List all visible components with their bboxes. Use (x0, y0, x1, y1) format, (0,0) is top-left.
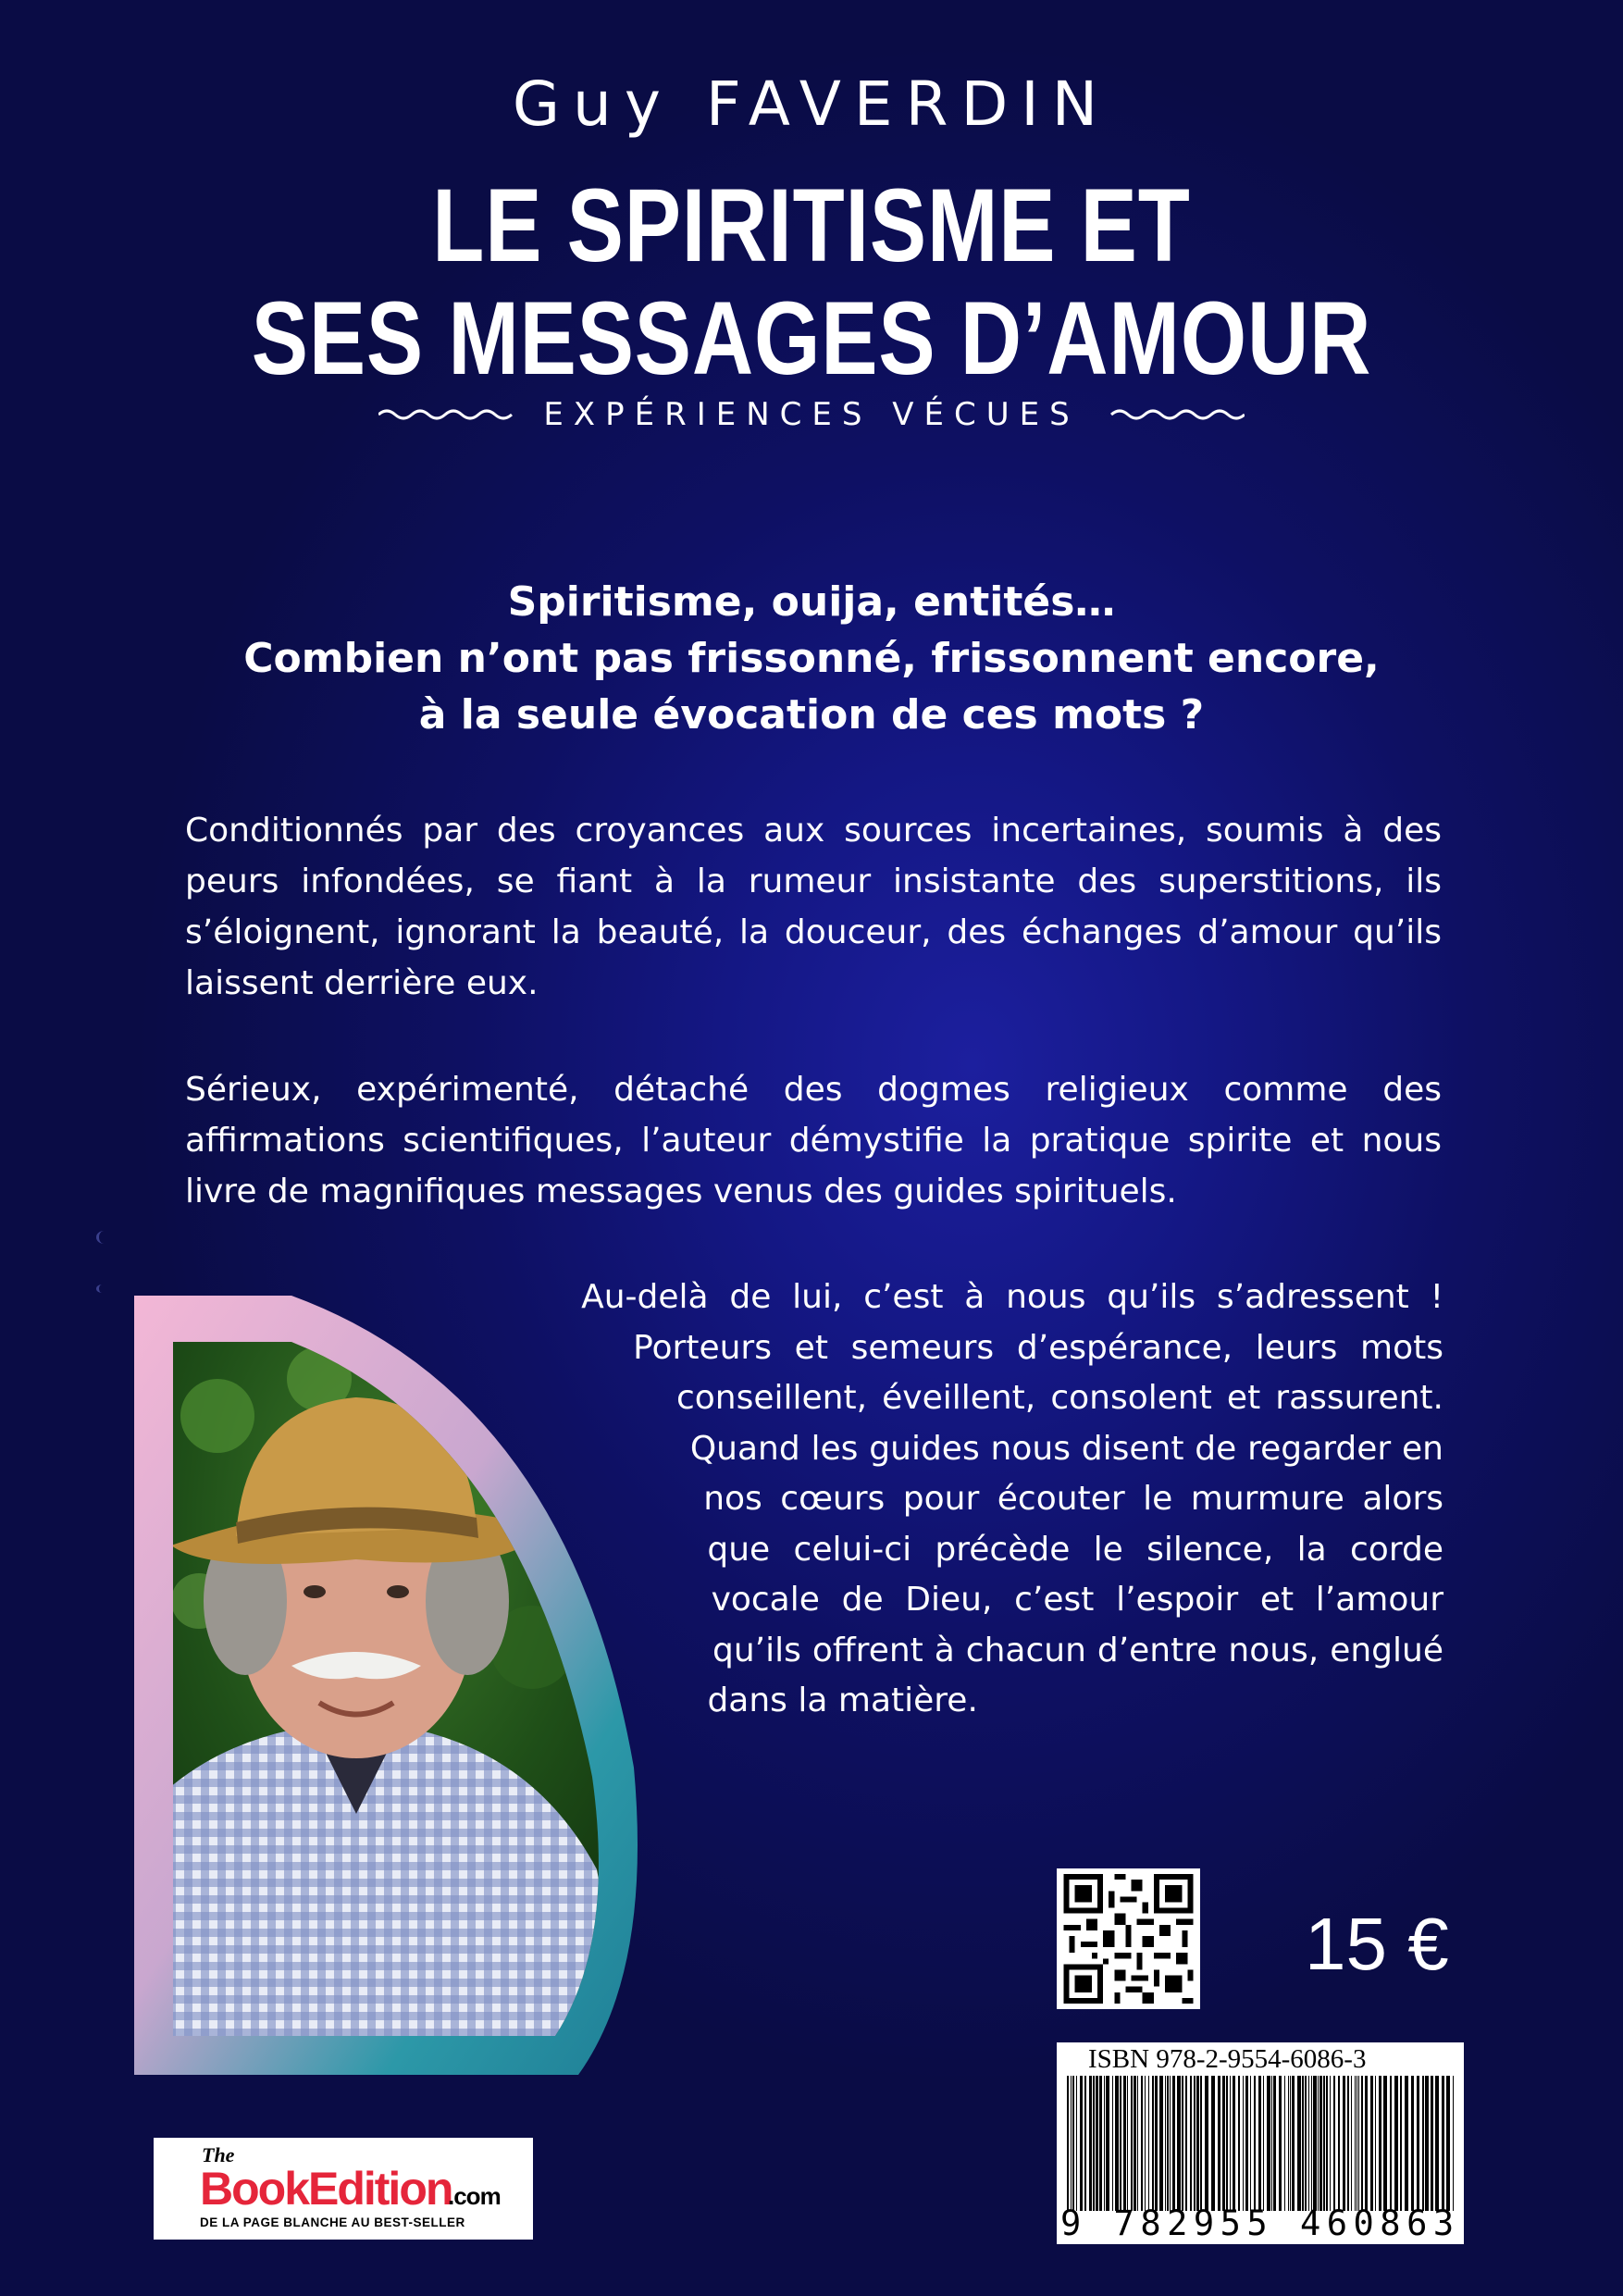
barcode-bar (1267, 2076, 1270, 2211)
barcode-bar (1292, 2076, 1295, 2211)
barcode-bar (1338, 2076, 1340, 2211)
barcode-bar (1347, 2076, 1349, 2211)
barcode-bar (1155, 2076, 1158, 2211)
barcode-bar (1196, 2076, 1199, 2211)
publisher-name: BookEdition (200, 2163, 452, 2215)
author-name: Guy FAVERDIN (512, 68, 1111, 140)
barcode-bar (1120, 2076, 1121, 2211)
barcode-bar (1453, 2076, 1454, 2211)
publisher-prefix: The (202, 2143, 235, 2166)
barcode-bar (1330, 2076, 1331, 2211)
barcode-bar (1305, 2076, 1307, 2211)
barcode-bar (1343, 2076, 1345, 2211)
barcode-bar (1326, 2076, 1328, 2211)
qr-code-icon (1057, 1868, 1200, 2009)
barcode-bar (1271, 2076, 1272, 2211)
barcode-bar (1084, 2076, 1086, 2211)
moon-glyph-decoration (96, 1285, 107, 1293)
barcode-bar (1115, 2076, 1119, 2211)
barcode-bar (1071, 2076, 1072, 2211)
barcode-bar (1067, 2076, 1069, 2211)
barcode-bar (1411, 2076, 1414, 2211)
barcode-bar (1141, 2076, 1143, 2211)
barcode-bar (1131, 2076, 1133, 2211)
barcode-bar (1446, 2076, 1450, 2211)
barcode-bar (1425, 2076, 1429, 2211)
ean-digits: 9 782955 460863 (1060, 2203, 1460, 2243)
barcode-bar (1431, 2076, 1433, 2211)
barcode-bar (1159, 2076, 1163, 2211)
barcode-bar (1355, 2076, 1356, 2211)
tagline-line: Combien n’ont pas frissonné, frissonnent encore, (243, 635, 1380, 682)
barcode-bar (1185, 2076, 1187, 2211)
publisher-suffix: .com (448, 2182, 501, 2210)
barcode-bar (1152, 2076, 1154, 2211)
blurb-paragraph-1: Conditionnés par des croyances aux sources incertaines, soumis à des peurs infondées, se fiant à la rumeur insistante des superstitions, ils s’éloignent, ignorant la beauté, la douceur, des échanges d’amour qu’ils laissent derrière eux. (185, 812, 1442, 1002)
barcode-bar (1394, 2076, 1398, 2211)
barcode-bar (1375, 2076, 1376, 2211)
barcode-bar (1089, 2076, 1092, 2211)
barcode-bar (1211, 2076, 1215, 2211)
barcode-bar (1435, 2076, 1439, 2211)
isbn-label: ISBN 978-2-9554-6086-3 (1088, 2044, 1367, 2074)
barcode-bar (1297, 2076, 1301, 2211)
barcode-bar (1177, 2076, 1181, 2211)
barcode-bar (1172, 2076, 1175, 2211)
barcode-bar (1319, 2076, 1322, 2211)
barcode-bar (1243, 2076, 1244, 2211)
barcode-bar (1123, 2076, 1126, 2211)
barcode-bar (1096, 2076, 1098, 2211)
barcode-bar (1106, 2076, 1109, 2211)
barcode-bar (1226, 2076, 1228, 2211)
barcode-bar (1145, 2076, 1146, 2211)
barcode-bar (1167, 2076, 1169, 2211)
barcode-bar (1104, 2076, 1105, 2211)
wave-ornament-icon (378, 405, 517, 424)
barcode-bar (1361, 2076, 1363, 2211)
author-photo-frame (134, 1296, 638, 2075)
tagline-line: Spiritisme, ouija, entités… (507, 578, 1116, 626)
barcode-bar (1222, 2076, 1225, 2211)
barcode-bar (1170, 2076, 1171, 2211)
author-photo (134, 1296, 638, 2075)
barcode-bar (1182, 2076, 1183, 2211)
barcode-bar (1200, 2076, 1202, 2211)
barcode-bar (1072, 2076, 1074, 2211)
barcode-bar (1290, 2076, 1291, 2211)
barcode-bar (1442, 2076, 1444, 2211)
barcode-bar (1245, 2076, 1248, 2211)
barcode-bar (1080, 2076, 1083, 2211)
barcode-bar (1379, 2076, 1381, 2211)
barcode-bar (1365, 2076, 1368, 2211)
price-label: 15 € (1305, 1903, 1449, 1985)
publisher-logo (154, 2138, 533, 2240)
book-title-line-1: LE SPIRITISME ET (432, 168, 1191, 283)
barcode-bar (1233, 2076, 1235, 2211)
barcode-bar (1323, 2076, 1325, 2211)
barcode-bar (1288, 2076, 1289, 2211)
barcode-bar (1099, 2076, 1102, 2211)
blurb-paragraph-2: Sérieux, expérimenté, détaché des dogmes religieux comme des affirmations scientifiques, l’auteur démystifie la pratique spirite et nous livre de magnifiques messages venus des guides spirituels. (185, 1071, 1442, 1210)
barcode-bar (1218, 2076, 1220, 2211)
barcode-bar (1238, 2076, 1240, 2211)
barcode-bar (1127, 2076, 1128, 2211)
barcode-bar (1405, 2076, 1408, 2211)
barcode-bar (1254, 2076, 1256, 2211)
barcode-bar (1194, 2076, 1196, 2211)
barcode-bar (1313, 2076, 1317, 2211)
publisher-slogan: DE LA PAGE BLANCHE AU BEST-SELLER (200, 2215, 465, 2229)
barcode-bar (1358, 2076, 1359, 2211)
blurb-paragraph-3: Au-delà de lui, c’est à nous qu’ils s’adressent ! Porteurs et semeurs d’espérance, leurs mots conseillent, éveillent, consolent et rassurent. Quand les guides nous disent de regarder en nos cœurs pour écouter le murmure alors que celui-ci précède le silence, la corde vocale de Dieu, c’est l’espoir et l’amour qu’ils offrent à chacun d’entre nous, englué dans la matière. (581, 1278, 1443, 1719)
barcode-bar (1302, 2076, 1304, 2211)
isbn-barcode (1057, 2042, 1464, 2244)
barcode-bar (1351, 2076, 1352, 2211)
barcode-bar (1273, 2076, 1276, 2211)
barcode-bar (1148, 2076, 1149, 2211)
barcode-icon (1061, 2076, 1461, 2211)
barcode-bar (1284, 2076, 1285, 2211)
barcode-bar (1165, 2076, 1166, 2211)
barcode-bar (1137, 2076, 1138, 2211)
barcode-bar (1258, 2076, 1261, 2211)
subtitle-row (0, 387, 1623, 442)
barcode-bar (1383, 2076, 1387, 2211)
barcode-bar (1093, 2076, 1095, 2211)
barcode-bar (1250, 2076, 1251, 2211)
barcode-bar (1308, 2076, 1309, 2211)
barcode-bar (1134, 2076, 1136, 2211)
moon-glyph-decoration (96, 1231, 112, 1244)
barcode-bar (1230, 2076, 1231, 2211)
book-title-line-2: SES MESSAGES D’AMOUR (251, 280, 1372, 396)
barcode-bar (1333, 2076, 1335, 2211)
tagline-line: à la seule évocation de ces mots ? (418, 691, 1205, 738)
barcode-bar (1400, 2076, 1402, 2211)
barcode-bar (1318, 2076, 1319, 2211)
qr-code-graphic (1057, 1868, 1200, 2009)
tagline (0, 574, 1623, 743)
barcode-bar (1370, 2076, 1373, 2211)
book-subtitle: EXPÉRIENCES VÉCUES (543, 396, 1080, 433)
barcode-bar (1422, 2076, 1424, 2211)
barcode-bar (1205, 2076, 1208, 2211)
wave-ornament-icon (1106, 405, 1245, 424)
barcode-bar (1417, 2076, 1419, 2211)
barcode-bar (1190, 2076, 1192, 2211)
barcode-bar (1390, 2076, 1392, 2211)
barcode-bar (1279, 2076, 1282, 2211)
barcode-bar (1076, 2076, 1077, 2211)
barcode-bar (1311, 2076, 1312, 2211)
barcode-bar (1263, 2076, 1264, 2211)
barcode-bar (1112, 2076, 1113, 2211)
